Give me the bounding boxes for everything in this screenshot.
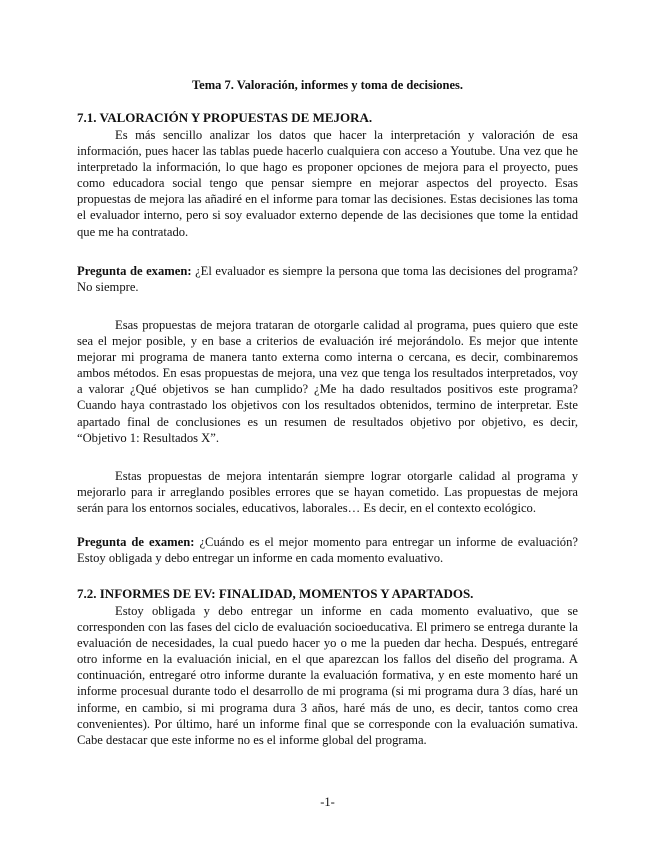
exam-question <box>77 263 578 295</box>
paragraph: Esas propuestas de mejora trataran de otorgarle calidad al programa, pues quiero que este sea el mejor posible, y en base a criterios de evaluación iré mejorándolo. Es mejor que intente mejorar mi programa de manera tanto externa como interna o cercana, es decir, combinaremos ambos métodos. En esas propuestas de mejora, una vez que tenga los resultados interpretados, voy a valorar ¿Qué objetivos se han cumplido? ¿Me ha dado resultados positivos este programa? Cuando haya contrastado los objetivos con los resultados obtenidos, termino de interpretar. Este apartado final de conclusiones es un resumen de resultados objetivo por objetivo, es decir, “Objetivo 1: Resultados X”. <box>77 318 578 445</box>
section-heading-informes: 7.2. INFORMES DE EV: FINALIDAD, MOMENTOS Y APARTADOS. <box>77 586 474 601</box>
exam-question-text: ¿Cuándo es el mejor momento para entregar un informe de evaluación? Estoy obligada y debo entregar un informe en cada momento evaluativo. <box>77 535 578 566</box>
paragraph: Es más sencillo analizar los datos que hacer la interpretación y valoración de esa información, pues hacer las tablas puede hacerlo cualquiera con acceso a Youtube. Una vez que he interpretado la información, lo que hago es proponer opciones de mejora para el proyecto, pues como educadora social tengo que pensar siempre en mejorar aspectos del proyecto. Esas propuestas de mejora las añadiré en el informe para tomar las decisiones. Estas decisiones las toma el evaluador interno, pero si soy evaluador externo depende de las decisiones que tome la entidad que me ha contratado. <box>77 128 578 239</box>
document-title: Tema 7. Valoración, informes y toma de decisiones. <box>191 78 464 92</box>
paragraph: Estas propuestas de mejora intentarán siempre lograr otorgarle calidad al programa y mejorarlo para ir arreglando posibles errores que se hayan cometido. Las propuestas de mejora serán para los entornos sociales, educativos, laborales… Es decir, en el contexto ecológico. <box>77 469 578 516</box>
exam-question-label: Pregunta de examen: <box>77 535 195 549</box>
page-number: -1- <box>320 795 335 809</box>
exam-question-text: ¿El evaluador es siempre la persona que toma las decisiones del programa? No siempre. <box>77 264 578 295</box>
paragraph: Estoy obligada y debo entregar un informe en cada momento evaluativo, que se corresponden con las fases del ciclo de evaluación socioeducativa. El primero se entrega durante la evaluación de necesidades, la cual puedo hacer yo o me la pueden dar hecha. Después, entregaré otro informe en la evaluación inicial, en el que aparezcan los fallos del diseño del programa. A continuación, entregaré otro informe durante la evaluación formativa, y en este momento haré un informe procesual durante todo el desarrollo de mi programa (si mi programa dura 3 días, haré un informe, en cambio, si mi programa dura 3 años, haré más de uno, es decir, tantos como crea convenientes). Por último, haré un informe final que se corresponde con la evaluación sumativa. Cabe destacar que este informe no es el informe global del programa. <box>77 604 578 747</box>
section-heading-valoracion: 7.1. VALORACIÓN Y PROPUESTAS DE MEJORA. <box>77 110 373 125</box>
exam-question-label: Pregunta de examen: <box>77 264 192 278</box>
exam-question <box>77 534 578 566</box>
